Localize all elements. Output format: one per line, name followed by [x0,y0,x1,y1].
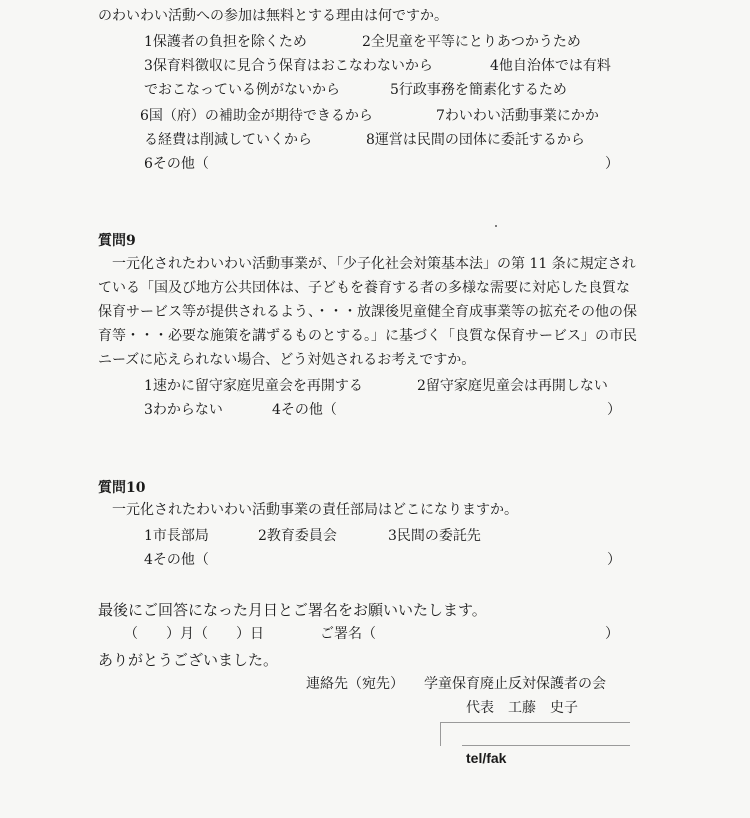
q8-option-8: 8運営は民間の団体に委託するから [366,132,585,148]
q9-stem-line-5: ニーズに応えられない場合、どう対処されるお考えですか。 [98,352,476,368]
q10-stem: 一元化されたわいわい活動事業の責任部局はどこになりますか。 [112,502,518,518]
q8-other-close-paren: ） [605,156,619,172]
tel-fax-label: tel/fak [466,750,507,766]
q8-stem-tail: のわいわい活動への参加は無料とする理由は何ですか。 [98,8,448,24]
q9-stem-line-2: ている「国及び地方公共団体は、子どもを養育する者の多様な需要に対応した良質な [98,280,630,296]
address-field-left-edge [440,722,441,746]
q10-option-2: 2教育委員会 [258,528,337,544]
q9-option-2: 2留守家庭児童会は再開しない [417,378,608,394]
reply-date-field: （ ）月（ ）日 [124,626,264,642]
q10-option-1: 1市長部局 [144,528,209,544]
contact-label: 連絡先（宛先） [306,676,404,692]
q8-option-6: 6国（府）の補助金が期待できるから [140,108,373,124]
q9-stem-line-3: 保育サービス等が提供されるよう、・・・放課後児童健全育成事業等の拡充その他の保 [98,304,637,320]
q9-option-other: 4その他（ [272,402,337,418]
q9-option-1: 1速かに留守家庭児童会を再開する [144,378,363,394]
q8-option-4-cont: でおこなっている例がないから [144,82,340,98]
q8-option-3: 3保育料徴収に見合う保育はおこなわないから [144,58,433,74]
q10-option-other: 4その他（ [144,552,209,568]
scan-speck [495,225,497,227]
q10-other-close-paren: ） [607,552,621,568]
q8-option-other: 6その他（ [144,156,209,172]
q9-option-3: 3わからない [144,402,223,418]
closing-request: 最後にご回答になった月日とご署名をお願いいたします。 [98,601,487,619]
q9-stem-line-1: 一元化されたわいわい活動事業が、「少子化社会対策基本法」の第 11 条に規定され [112,256,636,272]
q9-other-close-paren: ） [607,402,621,418]
q9-heading: 質問9 [98,233,136,249]
representative-name: 代表 工藤 史子 [466,700,578,716]
q8-option-7: 7わいわい活動事業にかか [436,108,599,124]
q8-option-4: 4他自治体では有料 [490,58,611,74]
q10-heading: 質問10 [98,480,146,496]
q10-option-3: 3民間の委託先 [388,528,481,544]
q8-option-1: 1保護者の負担を除くため [144,34,307,50]
contact-organization: 学童保育廃止反対保護者の会 [424,676,606,692]
q8-option-7-cont: る経費は削減していくから [144,132,312,148]
signature-close-paren: ） [605,626,619,642]
thanks-text: ありがとうございました。 [98,651,279,669]
q8-option-2: 2全児童を平等にとりあつかうため [362,34,581,50]
q8-option-5: 5行政事務を簡素化するため [390,82,567,98]
address-field-top-line [440,722,630,723]
q9-stem-line-4: 育等・・・必要な施策を講ずるものとする。」に基づく「良質な保育サービス」の市民 [98,328,637,344]
signature-label: ご署名（ [320,626,376,642]
address-field-bottom-line [462,745,630,746]
